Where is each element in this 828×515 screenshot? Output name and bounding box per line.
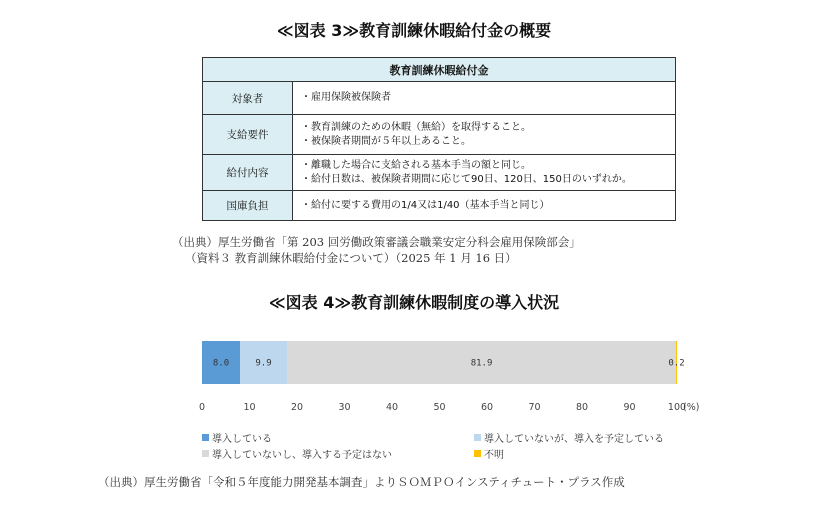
x-tick-label: 10 — [243, 402, 256, 413]
row-label: 国庫負担 — [203, 191, 293, 221]
table-row — [203, 82, 676, 115]
row-line: ・雇用保険被保険者 — [301, 92, 391, 103]
row-line: ・教育訓練のための休暇（無給）を取得すること。 — [301, 121, 531, 133]
legend-item — [474, 430, 664, 445]
table-row — [203, 115, 676, 155]
x-tick-label: 60 — [480, 402, 494, 413]
legend-label: 不明 — [484, 450, 504, 461]
legend-label: 導入していないし、導入する予定はない — [212, 450, 392, 461]
x-tick-label: 40 — [385, 402, 399, 413]
row-content — [293, 191, 676, 221]
legend-item — [202, 446, 392, 461]
figure3-source-line2: （資料３ 教育訓練休暇給付金について）（2025 年 1 月 16 日） — [185, 251, 517, 265]
x-tick-label: 70 — [528, 402, 541, 413]
table-row — [203, 155, 676, 191]
row-content — [293, 82, 676, 115]
row-content — [293, 115, 676, 155]
figure4-source: （出典）厚生労働省「令和５年度能力開発基本調査」よりＳＯＭＰＯインスティチュート・プラス作成 — [98, 475, 625, 489]
legend-label: 導入している — [212, 434, 272, 445]
figure3-source-line1: （出典）厚生労働省「第 203 回労働政策審議会職業安定分科会雇用保険部会」 — [172, 235, 581, 249]
legend-swatch — [474, 434, 481, 441]
x-tick-label: 50 — [433, 402, 446, 413]
x-tick-label: 20 — [290, 402, 304, 413]
row-label: 給付内容 — [203, 155, 293, 191]
row-line: ・離職した場合に支給される基本手当の額と同じ。 — [301, 159, 531, 171]
row-label: 対象者 — [203, 82, 293, 115]
adoption-bar-chart — [0, 330, 828, 430]
table-row — [203, 191, 676, 221]
x-tick-label: 80 — [575, 402, 589, 413]
table-header: 教育訓練休暇給付金 — [203, 58, 676, 82]
row-line: ・被保険者期間が５年以上あること。 — [301, 135, 471, 147]
x-tick-label: 0 — [198, 402, 206, 413]
x-tick-label: 30 — [338, 402, 351, 413]
x-axis-unit: (%) — [683, 402, 700, 413]
row-line: ・給付日数は、被保険者期間に応じて90日、120日、150日のいずれか。 — [301, 173, 632, 185]
row-line: ・給付に要する費用の1/4又は1/40（基本手当と同じ） — [301, 199, 550, 211]
legend-swatch — [202, 434, 209, 441]
legend-item — [474, 446, 504, 461]
legend-swatch — [202, 450, 209, 457]
bar-data-label: 81.9 — [470, 358, 493, 369]
figure4-title: ≪図表 4≫教育訓練休暇制度の導入状況 — [268, 293, 560, 312]
row-content — [293, 155, 676, 191]
legend-item — [202, 430, 272, 445]
x-tick-label: 100 — [667, 402, 687, 413]
figure3-title: ≪図表 3≫教育訓練休暇給付金の概要 — [276, 21, 552, 40]
bar-data-label: 0.2 — [668, 358, 685, 369]
bar-data-label: 8.0 — [212, 358, 230, 369]
legend-swatch — [474, 450, 481, 457]
legend-label: 導入していないが、導入を予定している — [484, 434, 664, 445]
bar-data-label: 9.9 — [255, 358, 272, 369]
row-label: 支給要件 — [203, 115, 293, 155]
benefit-summary-table — [202, 57, 676, 221]
x-tick-label: 90 — [623, 402, 636, 413]
